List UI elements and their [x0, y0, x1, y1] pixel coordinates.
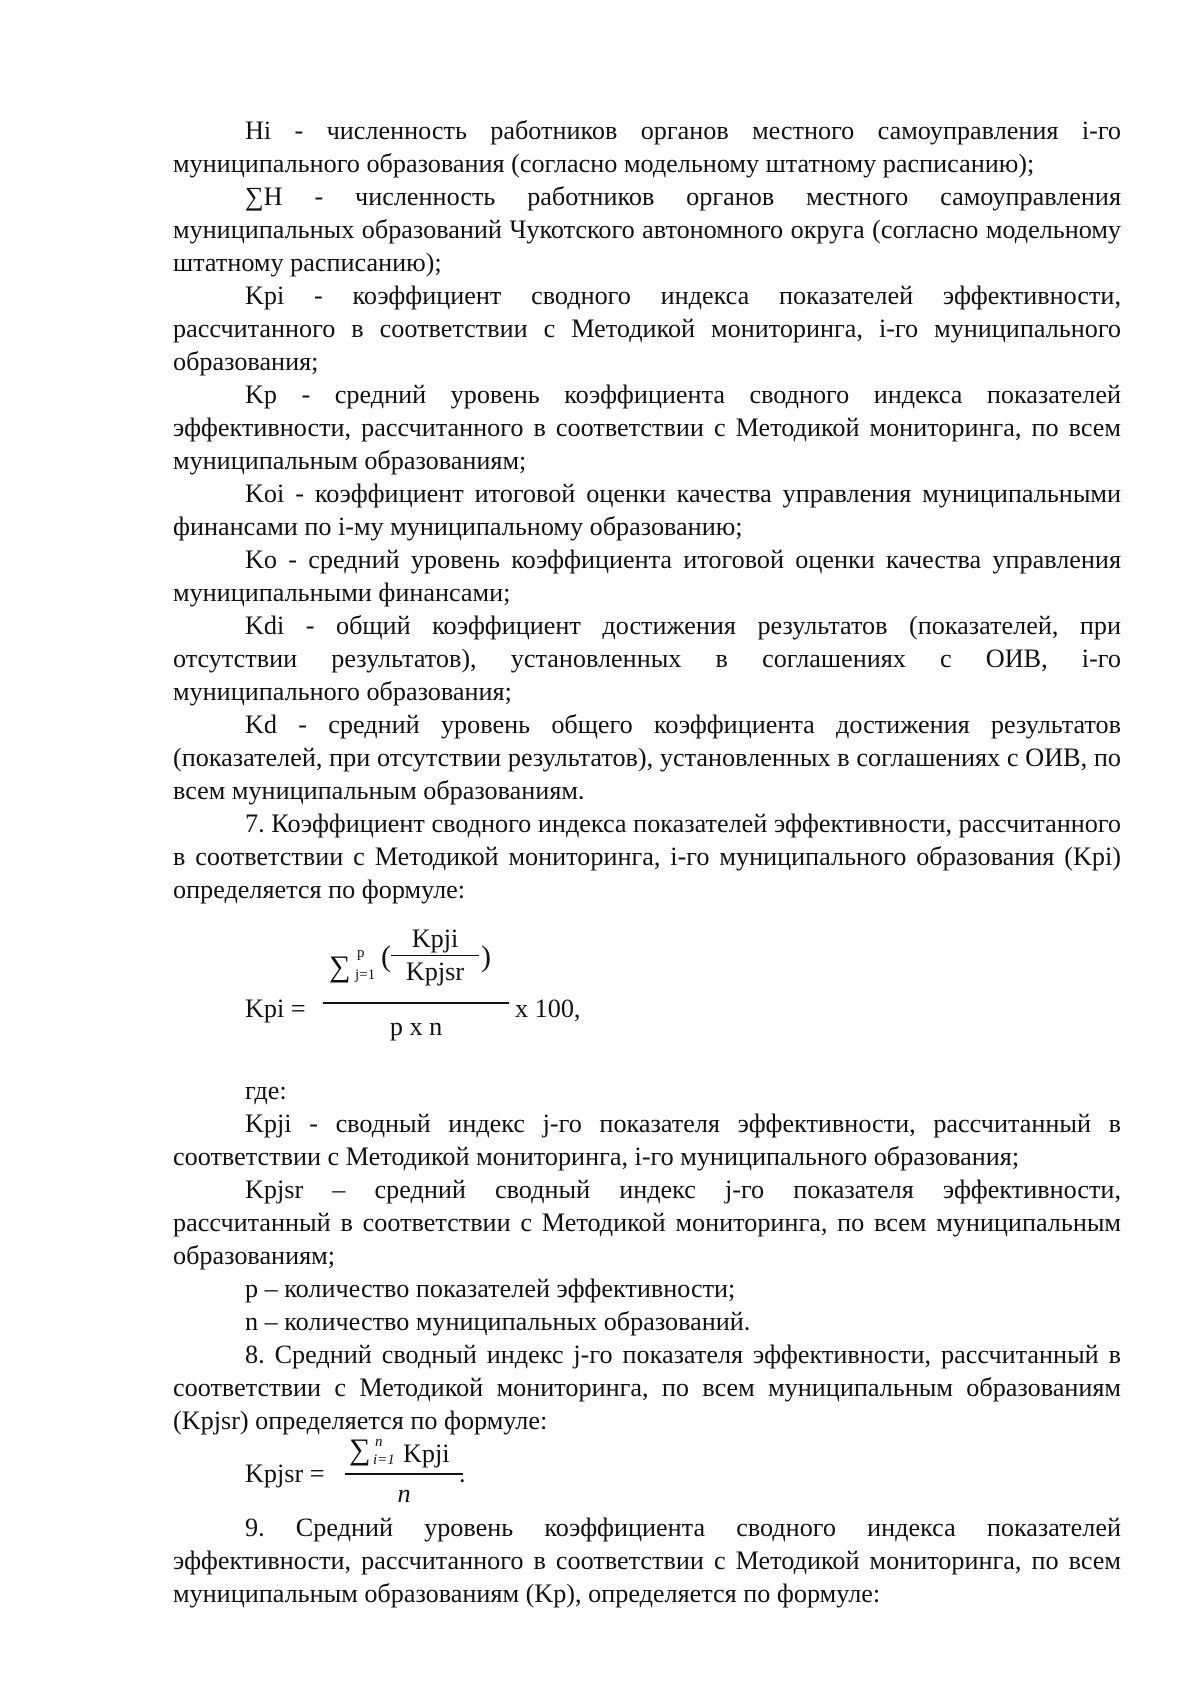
sum-lower-limit: j=1 [355, 967, 376, 983]
inner-numerator: Kpji [411, 924, 459, 953]
paragraph-kdi: Kdi - общий коэффициент достижения результатов (показателей, при отсутствии результатов), установленных в соглашениях с ОИВ, i-го муниципального образования; [173, 611, 1121, 706]
close-paren: ) [481, 940, 491, 973]
formula-kpi-fraction-bar [323, 1002, 509, 1004]
paragraph-kp: Kp - средний уровень коэффициента сводного индекса показателей эффективности, рассчитанного в соответствии с Методикой мониторинга, по всем муниципальным образованиям; [173, 380, 1121, 475]
open-paren: ( [381, 940, 391, 973]
sum-lower-limit-2: i=1 [373, 1452, 395, 1468]
formula-kpi-lhs: Kpi = [245, 994, 306, 1023]
inner-fraction [389, 924, 481, 987]
sum-upper-limit: p [357, 945, 365, 961]
formula-kpjsr-numerator [345, 1433, 463, 1473]
paragraph-item-8: 8. Средний сводный индекс j-го показателя эффективности, рассчитанный в соответствии с Методикой мониторинга, по всем муниципальным образованиям (Kpjsr) определяется по формуле: [173, 1340, 1121, 1435]
formula-kpjsr-denominator: n [397, 1479, 411, 1508]
formula-kpjsr-fraction [345, 1433, 463, 1508]
paragraph-hi: Hi - численность работников органов местного самоуправления i-го муниципального образования (согласно модельному штатному расписанию); [173, 116, 1121, 178]
paragraph-ko: Ko - средний уровень коэффициента итоговой оценки качества управления муниципальными финансами; [173, 545, 1121, 607]
formula-kpi-numerator [323, 924, 509, 998]
inner-denominator: Kpjsr [405, 957, 465, 987]
formula-kpi-denominator: p x n [389, 1012, 443, 1041]
paragraph-p: p – количество показателей эффективности; [245, 1274, 736, 1303]
paragraph-n: n – количество муниципальных образований. [245, 1307, 751, 1336]
paragraph-item-9: 9. Средний уровень коэффициента сводного индекса показателей эффективности, рассчитанного в соответствии с Методикой мониторинга, по всем муниципальным образованиям (Kp), определяется по формуле: [173, 1513, 1121, 1608]
sum-upper-limit-2: n [375, 1434, 383, 1450]
paragraph-item-7: 7. Коэффициент сводного индекса показателей эффективности, рассчитанного в соответствии с Методикой мониторинга, i-го муниципального образования (Kpi) определяется по формуле: [173, 809, 1121, 904]
formula-kpjsr-lhs: Kpjsr = [245, 1459, 325, 1488]
formula-kpjsr-rhs: . [459, 1459, 466, 1488]
paragraph-koi: Koi - коэффициент итоговой оценки качества управления муниципальными финансами по i-му муниципальному образованию; [173, 479, 1121, 541]
formula-kpi-rhs: x 100, [515, 994, 581, 1023]
document-page [173, 114, 1121, 1610]
paragraph-kpji: Kpji - сводный индекс j-го показателя эффективности, рассчитанный в соответствии с Методикой мониторинга, i-го муниципального образования; [173, 1109, 1121, 1171]
paragraph-sum-h: ∑H - численность работников органов местного самоуправления муниципальных образований Чукотского автономного округа (согласно модельному штатному расписанию); [173, 182, 1121, 277]
where-label-text: где: [245, 1076, 287, 1105]
formula-kpjsr [245, 1433, 1121, 1511]
paragraph-kd: Kd - средний уровень общего коэффициента достижения результатов (показателей, при отсутствии результатов), установленных в соглашениях с ОИВ, по всем муниципальным образованиям. [173, 710, 1121, 805]
sum-symbol: ∑ [329, 950, 351, 983]
where-label [173, 1074, 1121, 1107]
formula-kpi-fraction [323, 924, 509, 1041]
paragraph-kpjsr: Kpjsr – средний сводный индекс j-го показателя эффективности, рассчитанный в соответствии с Методикой мониторинга, по всем муниципальным образованиям; [173, 1175, 1121, 1270]
sum-symbol-2: ∑ [349, 1433, 371, 1466]
formula-kpi [245, 924, 1121, 1074]
inner-fraction-bar [391, 955, 479, 956]
paragraph-kpi: Kpi - коэффициент сводного индекса показателей эффективности, рассчитанного в соответствии с Методикой мониторинга, i-го муниципального образования; [173, 281, 1121, 376]
numerator-term: Kpji [403, 1439, 450, 1468]
formula-kpjsr-fraction-bar [345, 1473, 463, 1475]
